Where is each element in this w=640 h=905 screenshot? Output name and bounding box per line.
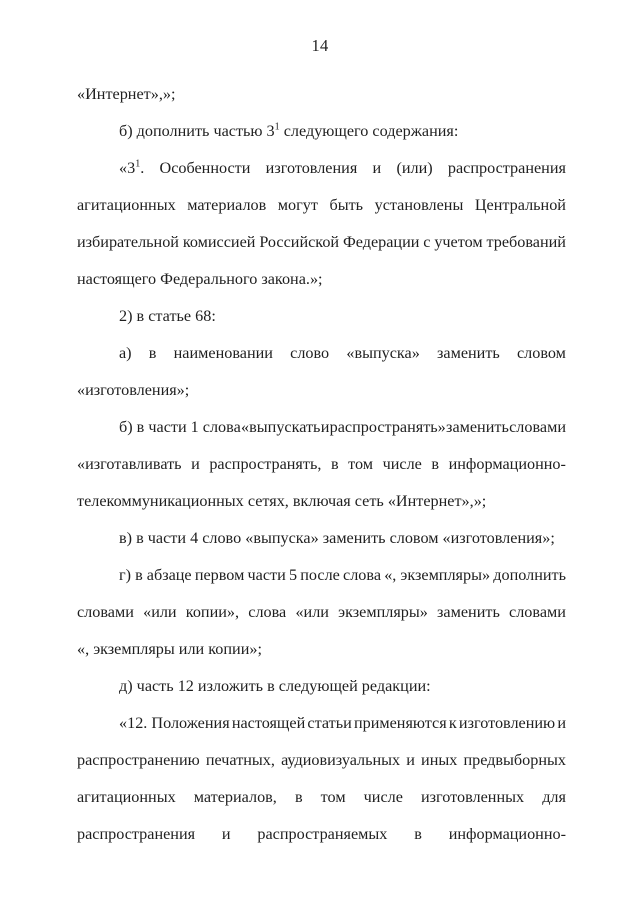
superscript-numeral: 1	[135, 158, 141, 170]
text-run: слова	[343, 566, 382, 584]
text-run: комиссией	[182, 233, 256, 251]
text-line	[77, 520, 566, 557]
text-run: копии»,	[185, 603, 240, 621]
text-run: экземпляры»	[338, 603, 428, 621]
text-run: Центральной	[474, 196, 566, 214]
text-line	[77, 409, 566, 446]
text-run: следующего содержания:	[279, 122, 459, 140]
text-line	[77, 335, 566, 372]
text-run: словами	[509, 418, 566, 436]
text-run	[119, 150, 144, 187]
text-run: словами	[509, 603, 566, 621]
text-run: могут	[277, 196, 318, 214]
text-run: заменить	[437, 344, 500, 362]
text-line	[77, 76, 566, 113]
text-run: телекоммуникационных сетях, включая сеть «Интернет»,»;	[77, 492, 487, 510]
text-run: в	[431, 455, 440, 473]
text-run: иных	[421, 751, 458, 769]
text-run: в	[330, 455, 339, 473]
text-run: и	[320, 418, 330, 436]
text-run: том	[348, 455, 374, 473]
text-run: требований	[486, 233, 566, 251]
text-run: статьи	[307, 714, 352, 732]
text-run: в	[414, 825, 422, 843]
text-run: а)	[119, 344, 132, 362]
text-run: в	[148, 344, 157, 362]
text-run: «или	[143, 603, 177, 621]
text-fragment: «3	[119, 159, 136, 177]
text-run: изготовленных	[420, 788, 525, 806]
text-run: «или	[295, 603, 329, 621]
text-run: распространения	[447, 159, 566, 177]
text-run: «Интернет»,»;	[77, 85, 176, 103]
text-run: 5	[288, 566, 298, 584]
text-run: слово	[290, 344, 330, 362]
text-line	[77, 816, 566, 853]
text-line	[77, 742, 566, 779]
text-run: распространения	[77, 825, 196, 843]
text-run: быть	[329, 196, 364, 214]
text-run: «выпуска»	[346, 344, 420, 362]
text-run: Особенности	[159, 159, 251, 177]
text-run: наименовании	[173, 344, 273, 362]
text-run: заменить	[446, 418, 509, 436]
text-line	[77, 779, 566, 816]
text-run: «, экземпляры или копии»;	[77, 640, 262, 658]
text-run: настоящего Федерального закона.»;	[77, 270, 323, 288]
text-run: словом	[517, 344, 566, 362]
text-line	[77, 113, 566, 150]
text-line	[77, 594, 566, 631]
text-run: Федерации	[342, 233, 420, 251]
text-run: части	[247, 566, 286, 584]
text-run: г) в абзаце	[119, 566, 192, 584]
text-run: «выпускать	[241, 418, 321, 436]
text-run: агитационных	[77, 196, 176, 214]
text-run: аудиовизуальных	[281, 751, 401, 769]
text-run: информационно-	[448, 455, 566, 473]
text-line	[77, 631, 566, 668]
text-line	[77, 705, 566, 742]
text-line	[77, 372, 566, 409]
text-line	[77, 150, 566, 187]
text-run: применяются	[353, 714, 447, 732]
text-fragment: .	[140, 159, 145, 177]
text-line	[77, 224, 566, 261]
superscript-numeral: 1	[274, 121, 280, 133]
text-run: установлены	[374, 196, 464, 214]
text-run: избирательной	[77, 233, 179, 251]
text-line	[77, 668, 566, 705]
page-number: 14	[311, 36, 329, 55]
text-run: б) дополнить частью 3	[119, 122, 275, 140]
text-line	[77, 298, 566, 335]
text-run: после	[300, 566, 340, 584]
text-run: для	[542, 788, 566, 806]
text-run: «, экземпляры»	[384, 566, 491, 584]
text-run: распространению	[77, 751, 200, 769]
text-line	[77, 187, 566, 224]
text-run: «12. Положения	[119, 714, 230, 732]
text-run: распространять,	[209, 455, 322, 473]
text-run: материалов,	[193, 788, 277, 806]
text-run: и	[221, 825, 231, 843]
text-line	[77, 483, 566, 520]
text-run: заменить	[437, 603, 500, 621]
text-run: б) в части 1 слова	[119, 418, 241, 436]
text-run: д) часть 12 изложить в следующей редакции:	[119, 677, 431, 695]
text-run: распространять»	[329, 418, 446, 436]
text-run: изготовлению	[458, 714, 556, 732]
text-run: и	[557, 714, 566, 732]
text-line	[77, 261, 566, 298]
text-run: изготовления	[265, 159, 358, 177]
text-run: материалов	[187, 196, 267, 214]
text-run: агитационных	[77, 788, 176, 806]
text-run: (или)	[396, 159, 433, 177]
text-line	[77, 446, 566, 483]
text-run: Российской	[259, 233, 340, 251]
text-run: и	[406, 751, 415, 769]
text-run: к	[448, 714, 457, 732]
text-run: распространяемых	[257, 825, 388, 843]
text-run: числе	[363, 788, 403, 806]
text-run: дополнить	[493, 566, 566, 584]
text-run: настоящей	[231, 714, 306, 732]
text-run: 2) в статье 68:	[119, 307, 216, 325]
text-run: в) в части 4 слово «выпуска» заменить словом «изготовления»;	[119, 529, 555, 547]
document-body	[77, 76, 566, 853]
text-run: печатных,	[205, 751, 275, 769]
text-run: и	[191, 455, 200, 473]
text-run: информационно-	[448, 825, 566, 843]
text-run: «изготовления»;	[77, 381, 190, 399]
text-run: с	[423, 233, 431, 251]
text-run: том	[320, 788, 346, 806]
text-line	[77, 557, 566, 594]
text-run: слова	[248, 603, 287, 621]
text-run: предвыборных	[463, 751, 566, 769]
text-run: в	[294, 788, 303, 806]
text-run: «изготавливать	[77, 455, 182, 473]
text-run: и	[372, 159, 382, 177]
text-run: словами	[77, 603, 134, 621]
text-run: числе	[382, 455, 422, 473]
text-run: учетом	[434, 233, 483, 251]
text-run: первом	[194, 566, 245, 584]
